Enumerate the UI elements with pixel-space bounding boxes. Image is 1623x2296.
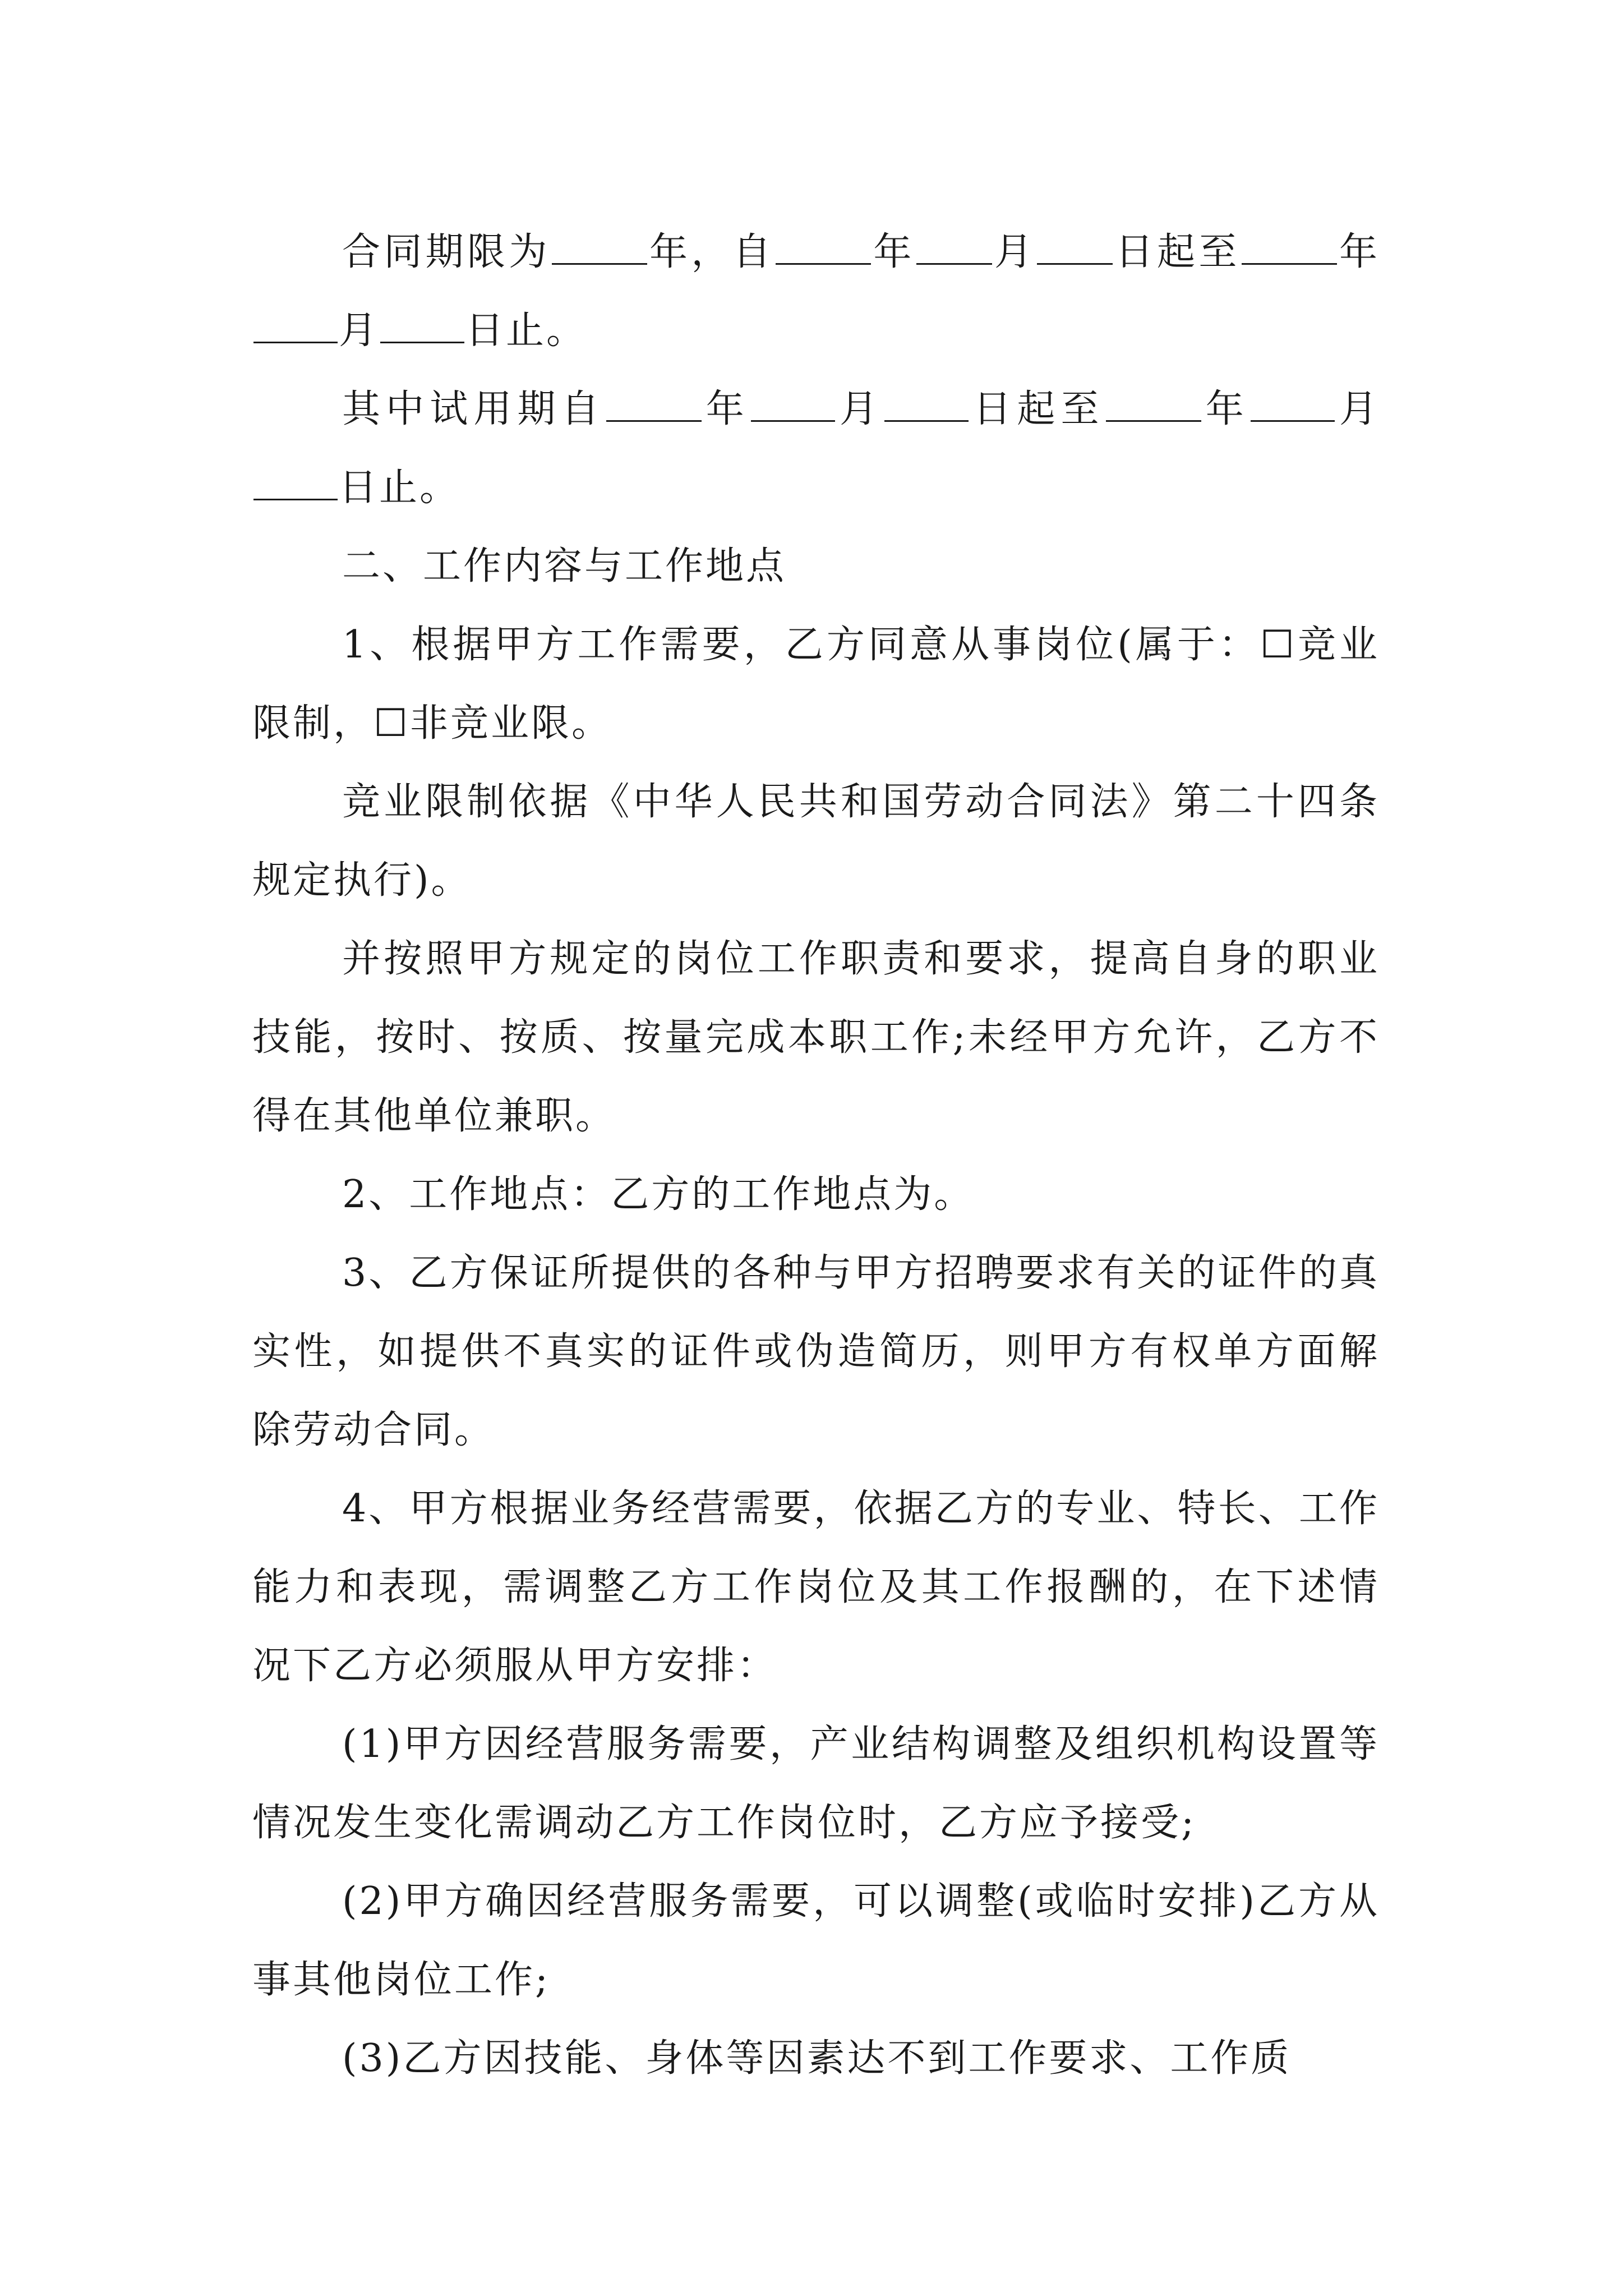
sub-clause-3-paragraph: (3)乙方因技能、身体等因素达不到工作要求、工作质: [342, 2036, 1292, 2081]
non-compete-paragraph: 竞业限制依据《中华人民共和国劳动合同法》第二十四条规定执行)。: [252, 780, 1380, 903]
text-segment: 月: [993, 230, 1036, 274]
text-segment: 日起至: [1114, 230, 1241, 274]
start-day-blank: [1037, 228, 1113, 265]
probation-start-day-blank: [884, 385, 969, 422]
text-segment: 日止。: [339, 466, 460, 510]
text-segment: 月: [836, 387, 884, 431]
probation-paragraph: [252, 370, 1380, 527]
clause-3-paragraph: 3、乙方保证所提供的各种与甲方招聘要求有关的证件的真实性，如提供不真实的证件或伪造简历，则甲方有权单方面解除劳动合同。: [252, 1251, 1380, 1452]
term-years-blank: [552, 228, 647, 265]
text-segment: 年: [1202, 387, 1249, 431]
section-heading: 二、工作内容与工作地点: [342, 544, 787, 588]
text-segment: 年: [1338, 230, 1380, 274]
contract-term-paragraph: [252, 213, 1380, 370]
clause-2-paragraph: 2、工作地点：乙方的工作地点为。: [342, 1172, 975, 1217]
start-month-blank: [916, 228, 992, 265]
probation-start-month-blank: [751, 385, 835, 422]
text-segment: 年，自: [648, 230, 774, 274]
start-year-blank: [776, 228, 871, 265]
text-segment: 年: [702, 387, 750, 431]
clause-1-paragraph: 1、根据甲方工作需要，乙方同意从事岗位(属于：☐竞业限制，☐非竞业限。: [252, 623, 1380, 746]
contract-term-label: 合同期限为: [342, 230, 551, 274]
probation-end-day-blank: [253, 464, 338, 500]
text-segment: 月: [339, 309, 380, 353]
end-year-blank: [1242, 228, 1337, 265]
text-segment: 月: [1335, 387, 1380, 431]
end-month-blank: [253, 307, 338, 343]
text-segment: 日止。: [465, 309, 587, 353]
text-segment: 年: [872, 230, 915, 274]
probation-label: 其中试用期自: [342, 387, 605, 431]
probation-end-year-blank: [1106, 385, 1201, 422]
duties-paragraph: 并按照甲方规定的岗位工作职责和要求，提高自身的职业技能，按时、按质、按量完成本职工作;未经甲方允许，乙方不得在其他单位兼职。: [252, 937, 1380, 1138]
probation-end-month-blank: [1251, 385, 1335, 422]
sub-clause-1-paragraph: (1)甲方因经营服务需要，产业结构调整及组织机构设置等情况发生变化需调动乙方工作岗位时，乙方应予接受;: [252, 1722, 1380, 1845]
text-segment: 日起至: [970, 387, 1105, 431]
document-page: [252, 213, 1380, 2098]
probation-start-year-blank: [606, 385, 702, 422]
sub-clause-2-paragraph: (2)甲方确因经营服务需要，可以调整(或临时安排)乙方从事其他岗位工作;: [252, 1879, 1380, 2002]
clause-4-paragraph: 4、甲方根据业务经营需要，依据乙方的专业、特长、工作能力和表现，需调整乙方工作岗位及其工作报酬的，在下述情况下乙方必须服从甲方安排：: [252, 1487, 1380, 1688]
end-day-blank: [380, 307, 464, 343]
